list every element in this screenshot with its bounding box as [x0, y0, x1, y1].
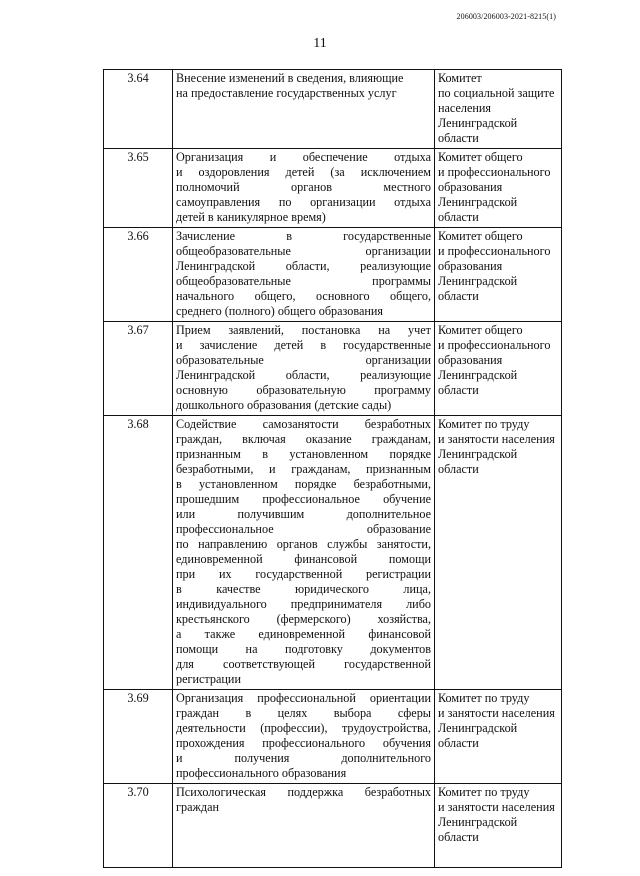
service-name-line: Ленинградской области, реализующие [176, 368, 431, 382]
row-number: 3.70 [104, 784, 173, 868]
responsible-body-line: Ленинградской [438, 815, 518, 829]
service-name [173, 416, 435, 690]
service-name-line: основную образовательную программу [176, 383, 431, 397]
table-row [104, 228, 562, 322]
responsible-body-line: образования [438, 180, 503, 194]
service-name-line: единовременной финансовой помощи [176, 552, 431, 566]
service-name-line: по направлению органов службы занятости, [176, 537, 431, 551]
table-row [104, 690, 562, 784]
service-name-line: прохождения профессионального обучения [176, 736, 431, 750]
responsible-body-line: Ленинградской [438, 195, 518, 209]
responsible-body-line: и занятости населения [438, 432, 555, 446]
responsible-body-line: области [438, 289, 479, 303]
responsible-body-line: Комитет по труду [438, 691, 530, 705]
responsible-body-line: и профессионального [438, 338, 551, 352]
service-name-line: Содействие самозанятости безработных [176, 417, 431, 431]
responsible-body-line: Комитет по труду [438, 785, 530, 799]
row-number: 3.68 [104, 416, 173, 690]
table-row [104, 416, 562, 690]
service-name-line: Организация профессиональной ориентации [176, 691, 431, 705]
document-id: 206003/206003-2021-8215(1) [456, 12, 556, 21]
responsible-body-line: области [438, 736, 479, 750]
service-name-line: крестьянского (фермерского) хозяйства, [176, 612, 431, 626]
responsible-body-line: Комитет [438, 71, 482, 85]
responsible-body-line: Ленинградской [438, 447, 518, 461]
responsible-body [435, 228, 562, 322]
service-name [173, 322, 435, 416]
service-name-line: дошкольного образования (детские сады) [176, 398, 392, 412]
service-name-line: профессиональное образование [176, 522, 431, 536]
responsible-body-line: по социальной защите [438, 86, 555, 100]
row-number: 3.64 [104, 70, 173, 149]
responsible-body-line: и занятости населения [438, 800, 555, 814]
responsible-body-line: области [438, 830, 479, 844]
service-name-line: для соответствующей государственной [176, 657, 431, 671]
service-name-line: и оздоровления детей (за исключением [176, 165, 431, 179]
service-name-line: в качестве юридического лица, [176, 582, 431, 596]
page-number: 11 [313, 36, 327, 51]
responsible-body-line: Комитет по труду [438, 417, 530, 431]
responsible-body [435, 149, 562, 228]
services-table-body [104, 70, 562, 868]
service-name-line: на предоставление государственных услуг [176, 86, 397, 100]
responsible-body-line: области [438, 131, 479, 145]
responsible-body-line: Ленинградской [438, 368, 518, 382]
service-name-line: граждан в целях выбора сферы [176, 706, 431, 720]
responsible-body [435, 70, 562, 149]
responsible-body-line: Комитет общего [438, 323, 523, 337]
service-name-line: общеобразовательные программы [176, 274, 431, 288]
service-name-line: признанным в установленном порядке [176, 447, 431, 461]
row-number: 3.65 [104, 149, 173, 228]
responsible-body-line: Ленинградской [438, 116, 518, 130]
service-name [173, 228, 435, 322]
service-name-line: Психологическая поддержка безработных [176, 785, 431, 799]
responsible-body [435, 784, 562, 868]
service-name-line: профессионального образования [176, 766, 347, 780]
service-name-line: в установленном порядке безработными, [176, 477, 431, 491]
responsible-body [435, 416, 562, 690]
service-name-line: полномочий органов местного [176, 180, 431, 194]
responsible-body-line: и занятости населения [438, 706, 555, 720]
service-name-line: граждан, включая оказание гражданам, [176, 432, 431, 446]
service-name-line: помощи на подготовку документов [176, 642, 431, 656]
services-table [103, 69, 562, 868]
service-name-line: и получения дополнительного [176, 751, 431, 765]
row-number: 3.67 [104, 322, 173, 416]
responsible-body [435, 690, 562, 784]
service-name-line: среднего (полного) общего образования [176, 304, 384, 318]
service-name-line: Прием заявлений, постановка на учет [176, 323, 431, 337]
responsible-body-line: Комитет общего [438, 150, 523, 164]
service-name-line: начального общего, основного общего, [176, 289, 431, 303]
service-name-line: Ленинградской области, реализующие [176, 259, 431, 273]
table-row [104, 70, 562, 149]
service-name [173, 70, 435, 149]
service-name-line: Внесение изменений в сведения, влияющие [176, 71, 404, 85]
service-name-line: а также единовременной финансовой [176, 627, 431, 641]
table-row [104, 322, 562, 416]
responsible-body-line: области [438, 383, 479, 397]
service-name-line: индивидуального предпринимателя либо [176, 597, 431, 611]
responsible-body-line: образования [438, 353, 503, 367]
table-row [104, 149, 562, 228]
service-name-line: граждан [176, 800, 220, 814]
service-name-line: при их государственной регистрации [176, 567, 431, 581]
service-name [173, 784, 435, 868]
row-number: 3.66 [104, 228, 173, 322]
responsible-body [435, 322, 562, 416]
service-name-line: общеобразовательные организации [176, 244, 431, 258]
responsible-body-line: населения [438, 101, 492, 115]
responsible-body-line: и профессионального [438, 165, 551, 179]
responsible-body-line: области [438, 210, 479, 224]
service-name-line: Зачисление в государственные [176, 229, 431, 243]
service-name-line: деятельности (профессии), трудоустройства, [176, 721, 431, 735]
service-name [173, 149, 435, 228]
service-name [173, 690, 435, 784]
responsible-body-line: образования [438, 259, 503, 273]
service-name-line: Организация и обеспечение отдыха [176, 150, 431, 164]
service-name-line: и зачисление детей в государственные [176, 338, 431, 352]
service-name-line: образовательные организации [176, 353, 431, 367]
service-name-line: детей в каникулярное время) [176, 210, 326, 224]
service-name-line: регистрации [176, 672, 241, 686]
responsible-body-line: Ленинградской [438, 274, 518, 288]
responsible-body-line: Ленинградской [438, 721, 518, 735]
service-name-line: безработными, и гражданам, признанным [176, 462, 431, 476]
row-number: 3.69 [104, 690, 173, 784]
service-name-line: самоуправления по организации отдыха [176, 195, 431, 209]
responsible-body-line: Комитет общего [438, 229, 523, 243]
service-name-line: прошедшим профессиональное обучение [176, 492, 431, 506]
table-row [104, 784, 562, 868]
responsible-body-line: области [438, 462, 479, 476]
service-name-line: или получившим дополнительное [176, 507, 431, 521]
responsible-body-line: и профессионального [438, 244, 551, 258]
